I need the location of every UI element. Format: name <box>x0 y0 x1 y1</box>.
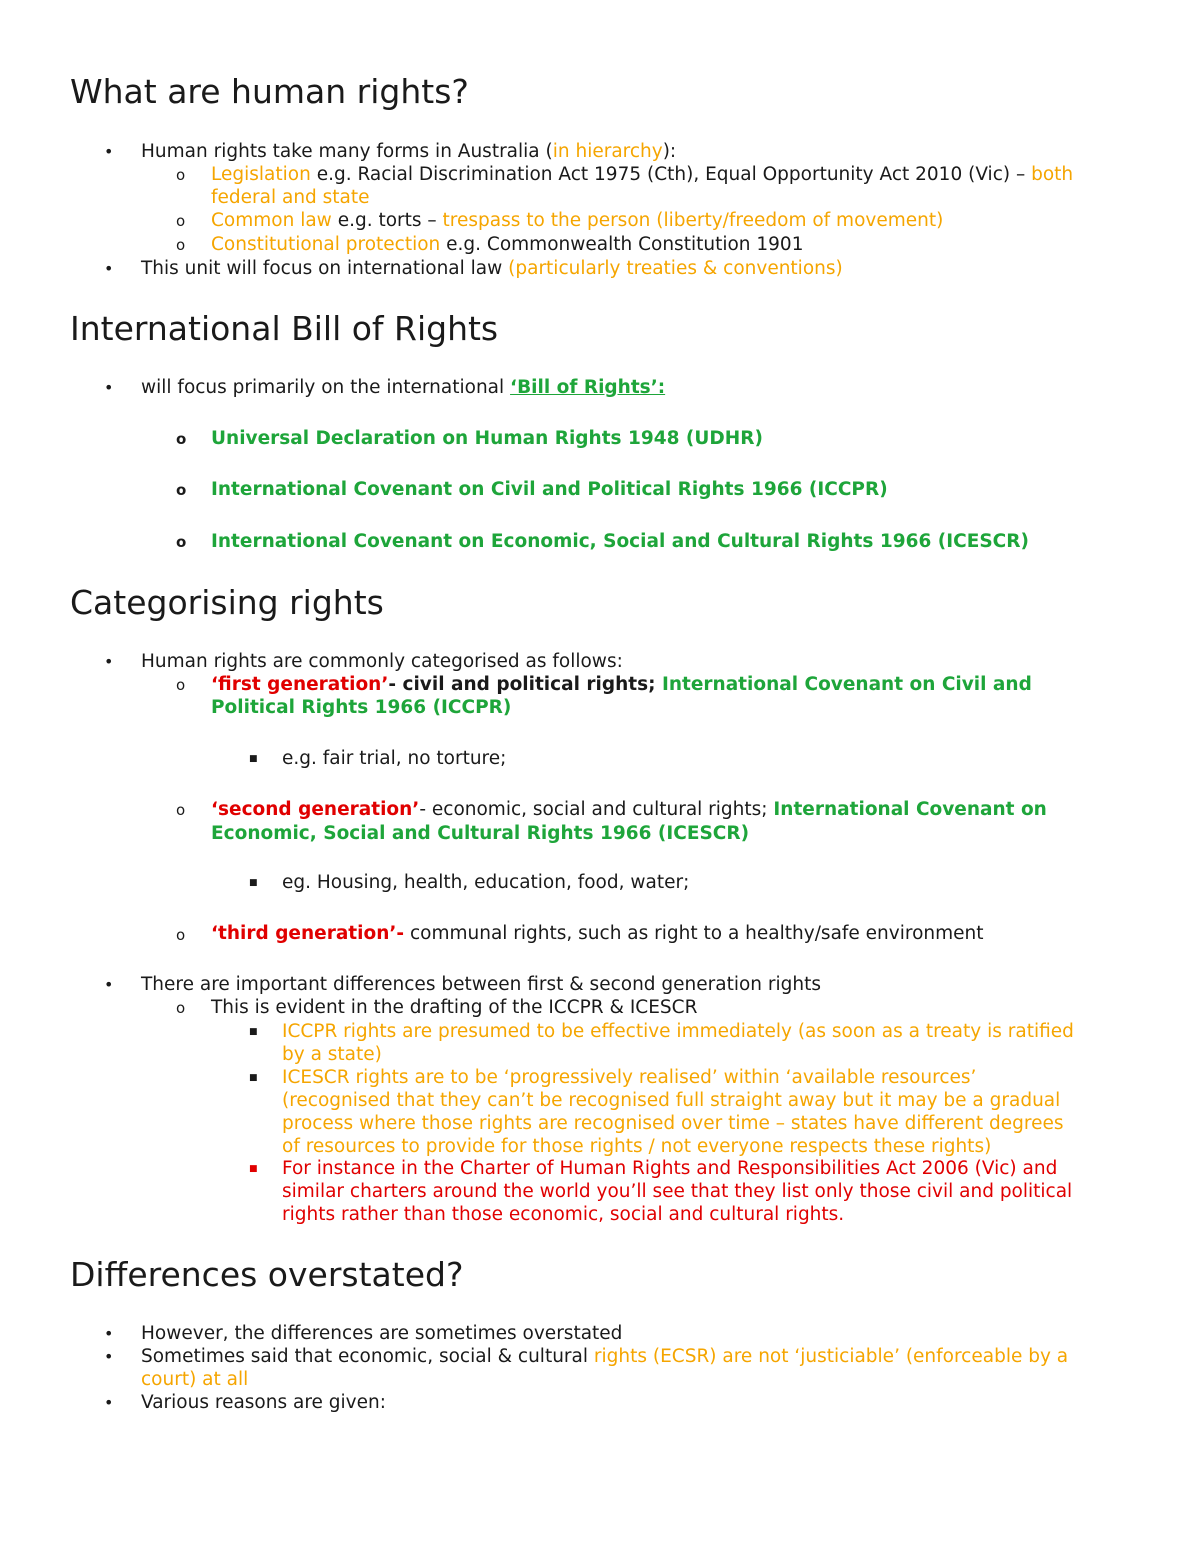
bullet-dot: • <box>104 1324 114 1343</box>
bill-of-rights-link: ‘Bill of Rights’: <box>510 377 666 398</box>
bullet-square: ■ <box>249 1073 258 1083</box>
list-item-continuation: Economic, Social and Cultural Rights 1966 (ICESCR) <box>211 823 750 844</box>
bullet-o: o <box>176 481 187 499</box>
list-item-continuation: federal and state <box>211 187 370 208</box>
list-item: There are important differences between first & second generation rights <box>141 974 822 995</box>
list-item-charter-note: For instance in the Charter of Human Rights and Responsibilities Act 2006 (Vic) and <box>282 1158 1058 1179</box>
bullet-o: o <box>176 926 186 944</box>
bullet-o: o <box>176 212 186 230</box>
heading-international-bill-of-rights: International Bill of Rights <box>70 309 499 348</box>
list-item: Legislation e.g. Racial Discrimination Act 1975 (Cth), Equal Opportunity Act 2010 (Vic) – both <box>211 164 1074 185</box>
list-item: Sometimes said that economic, social & cultural rights (ECSR) are not ‘justiciable’ (enforceable by a <box>141 1346 1069 1367</box>
list-item: This is evident in the drafting of the ICCPR & ICESCR <box>211 997 698 1018</box>
list-item: eg. Housing, health, education, food, water; <box>282 872 690 893</box>
bullet-o: o <box>176 801 186 819</box>
bullet-dot: • <box>104 1347 114 1366</box>
bullet-o: o <box>176 430 187 448</box>
list-item-iccpr-note: ICCPR rights are presumed to be effective immediately (as soon as a treaty is ratified <box>282 1021 1074 1042</box>
list-item-iccpr: International Covenant on Civil and Political Rights 1966 (ICCPR) <box>211 479 888 500</box>
list-item-continuation: rights rather than those economic, social and cultural rights. <box>282 1204 845 1225</box>
list-item: will focus primarily on the international ‘Bill of Rights’: <box>141 377 666 398</box>
list-item-continuation: court) at all <box>141 1369 249 1390</box>
list-item-continuation: of resources to provide for those rights / not everyone respects these rights) <box>282 1136 992 1157</box>
bullet-square: ■ <box>249 878 258 888</box>
list-item: e.g. fair trial, no torture; <box>282 748 507 769</box>
bullet-square: ■ <box>249 1027 258 1037</box>
heading-categorising-rights: Categorising rights <box>70 583 384 622</box>
bullet-o: o <box>176 676 186 694</box>
list-item-second-generation: ‘second generation’- economic, social and cultural rights; International Covenant on <box>211 799 1047 820</box>
bullet-dot: • <box>104 259 114 278</box>
bullet-o: o <box>176 166 186 184</box>
bullet-o: o <box>176 236 186 254</box>
list-item-continuation: (recognised that they can’t be recognised full straight away but it may be a gradual <box>282 1090 1061 1111</box>
list-item: Common law e.g. torts – trespass to the person (liberty/freedom of movement) <box>211 210 944 231</box>
list-item: However, the differences are sometimes overstated <box>141 1323 623 1344</box>
list-item: This unit will focus on international law (particularly treaties & conventions) <box>141 258 843 279</box>
heading-what-are-human-rights: What are human rights? <box>70 72 469 111</box>
bullet-o: o <box>176 999 186 1017</box>
heading-differences-overstated: Differences overstated? <box>70 1255 464 1294</box>
list-item-continuation: process where those rights are recognised over time – states have different degrees <box>282 1113 1064 1134</box>
list-item: Various reasons are given: <box>141 1392 386 1413</box>
list-item: Human rights are commonly categorised as follows: <box>141 651 623 672</box>
bullet-square: ■ <box>249 754 258 764</box>
list-item: Constitutional protection e.g. Commonwealth Constitution 1901 <box>211 234 804 255</box>
bullet-dot: • <box>104 378 114 397</box>
bullet-dot: • <box>104 652 114 671</box>
list-item-continuation: by a state) <box>282 1044 382 1065</box>
list-item-udhr: Universal Declaration on Human Rights 1948 (UDHR) <box>211 428 763 449</box>
list-item-icescr: International Covenant on Economic, Social and Cultural Rights 1966 (ICESCR) <box>211 531 1029 552</box>
list-item-icescr-note: ICESCR rights are to be ‘progressively realised’ within ‘available resources’ <box>282 1067 977 1088</box>
bullet-square: ■ <box>249 1164 258 1174</box>
list-item-continuation: Political Rights 1966 (ICCPR) <box>211 697 512 718</box>
bullet-o: o <box>176 533 187 551</box>
list-item: Human rights take many forms in Australia (in hierarchy): <box>141 141 677 162</box>
list-item-continuation: similar charters around the world you’ll see that they list only those civil and political <box>282 1181 1073 1202</box>
bullet-dot: • <box>104 142 114 161</box>
bullet-dot: • <box>104 975 114 994</box>
bullet-dot: • <box>104 1393 114 1412</box>
list-item-third-generation: ‘third generation’- communal rights, such as right to a healthy/safe environment <box>211 923 984 944</box>
list-item-first-generation: ‘first generation’- civil and political rights; International Covenant on Civil and <box>211 674 1032 695</box>
